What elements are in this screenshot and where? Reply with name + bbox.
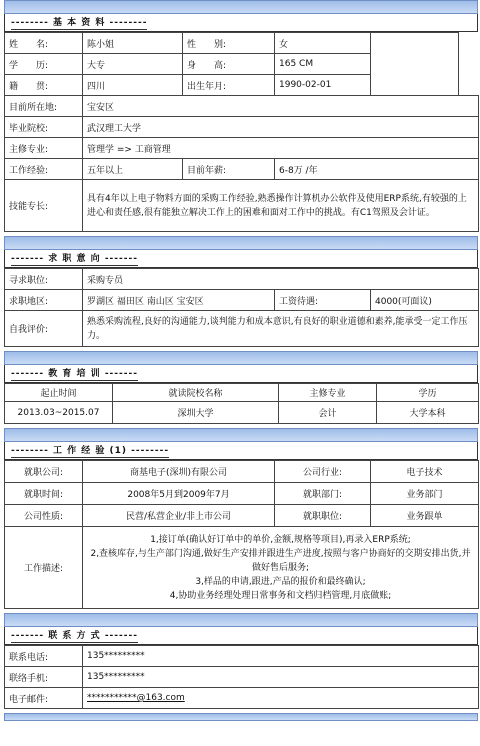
- major-value: 管理学 => 工商管理: [83, 138, 479, 159]
- work-value: 五年以上: [83, 159, 183, 180]
- industry-label: 公司行业:: [275, 461, 371, 483]
- origin-label: 籍 贯:: [5, 75, 83, 96]
- photo-spacer: [459, 33, 479, 96]
- job-value: 采购专员: [83, 269, 479, 290]
- dept-label: 就职部门:: [275, 483, 371, 505]
- industry-value: 电子技术: [371, 461, 479, 483]
- section-band: [4, 0, 478, 14]
- birth-label: 出生年月:: [183, 75, 275, 96]
- company-label: 就职公司:: [5, 461, 83, 483]
- section-band: [4, 428, 478, 442]
- experience-title-text: -------- 工 作 经 验 (1) --------: [11, 443, 169, 458]
- education-section-title: [4, 365, 478, 383]
- nature-value: 民营/私营企业/非上市公司: [83, 505, 275, 527]
- email-label: 电子邮件:: [5, 688, 83, 709]
- position-label: 就职职位:: [275, 505, 371, 527]
- work-label: 工作经验:: [5, 159, 83, 180]
- skill-value: 具有4年以上电子物料方面的采购工作经验,熟悉操作计算机办公软件及使用ERP系统,有较强的上进心和责任感,很有能独立解决工作上的困难和面对工作中的挑战。有C1驾照及会计证。: [83, 180, 479, 232]
- gender-label: 性 别:: [183, 33, 275, 54]
- edu-school: 深圳大学: [113, 402, 279, 424]
- section-band: [4, 613, 478, 627]
- experience-table: [4, 460, 479, 609]
- edu-header-degree: 学历: [377, 384, 479, 402]
- basic-title-text: -------- 基 本 资 料 --------: [11, 15, 147, 30]
- salary-label: 目前年薪:: [183, 159, 275, 180]
- section-band: [4, 351, 478, 365]
- intent-section-title: [4, 250, 478, 268]
- desc-line: 3,样品的申请,跟进,产品的报价和最终确认;: [195, 576, 366, 587]
- contact-title-text: ------- 联 系 方 式 -------: [11, 628, 138, 643]
- school-value: 武汉理工大学: [83, 117, 479, 138]
- self-value: 熟悉采购流程,良好的沟通能力,谈判能力和成本意识,有良好的职业道德和素养,能承受一定工作压力。: [83, 311, 479, 347]
- name-label: 姓 名:: [5, 33, 83, 54]
- height-label: 身 高:: [183, 54, 275, 75]
- gender-value: 女: [275, 33, 371, 54]
- area-label: 求职地区:: [5, 290, 83, 311]
- edu-value: 大专: [83, 54, 183, 75]
- edu-label: 学 历:: [5, 54, 83, 75]
- nature-label: 公司性质:: [5, 505, 83, 527]
- pay-label: 工资待遇:: [275, 290, 371, 311]
- basic-section-title: [4, 14, 478, 32]
- self-label: 自我评价:: [5, 311, 83, 347]
- mobile-label: 联络手机:: [5, 667, 83, 688]
- desc-value: [83, 527, 479, 609]
- desc-label: 工作描述:: [5, 527, 83, 609]
- desc-line: 2,查核库存,与生产部门沟通,做好生产安排并跟进生产进度,按照与客户协商好的交期安排出货,并做好售后服务;: [90, 548, 471, 573]
- intent-table: [4, 268, 479, 347]
- photo-box: [371, 33, 459, 96]
- edu-header-school: 就读院校名称: [113, 384, 279, 402]
- dept-value: 业务部门: [371, 483, 479, 505]
- salary-value: 6-8万 /年: [275, 159, 479, 180]
- name-value: 陈小姐: [83, 33, 183, 54]
- origin-value: 四川: [83, 75, 183, 96]
- mobile-value: 135*********: [83, 667, 479, 688]
- education-title-text: ------- 教 育 培 训 -------: [11, 366, 138, 381]
- edu-major: 会计: [279, 402, 377, 424]
- area-value: 罗湖区 福田区 南山区 宝安区: [83, 290, 275, 311]
- phone-value: 135*********: [83, 646, 479, 667]
- height-value: 165 CM: [275, 54, 371, 75]
- edu-period: 2013.03~2015.07: [5, 402, 113, 424]
- position-value: 业务跟单: [371, 505, 479, 527]
- intent-title-text: ------- 求 职 意 向 -------: [11, 251, 138, 266]
- school-label: 毕业院校:: [5, 117, 83, 138]
- section-band: [4, 236, 478, 250]
- phone-label: 联系电话:: [5, 646, 83, 667]
- table-row: [5, 402, 479, 424]
- period-value: 2008年5月到2009年7月: [83, 483, 275, 505]
- section-band: [4, 713, 478, 721]
- desc-line: 4,协助业务经理处理日常事务和文档归档管理,月底做账;: [169, 590, 392, 601]
- company-value: 商基电子(深圳)有限公司: [83, 461, 275, 483]
- pay-value: 4000(可面议): [371, 290, 479, 311]
- job-label: 寻求职位:: [5, 269, 83, 290]
- birth-value: 1990-02-01: [275, 75, 371, 96]
- experience-section-title: [4, 442, 478, 460]
- basic-info-table: [4, 32, 479, 232]
- desc-line: 1,接订单(确认好订单中的单价,金额,规格等项目),再录入ERP系统;: [150, 534, 411, 545]
- email-value[interactable]: [83, 688, 479, 709]
- education-table: [4, 383, 479, 424]
- location-label: 目前所在地:: [5, 96, 83, 117]
- edu-degree: 大学本科: [377, 402, 479, 424]
- major-label: 主修专业:: [5, 138, 83, 159]
- contact-section-title: [4, 627, 478, 645]
- edu-header-major: 主修专业: [279, 384, 377, 402]
- location-value: 宝安区: [83, 96, 479, 117]
- period-label: 就职时间:: [5, 483, 83, 505]
- skill-label: 技能专长:: [5, 180, 83, 232]
- email-link[interactable]: ***********@163.com: [87, 693, 185, 703]
- contact-table: [4, 645, 479, 709]
- edu-header-period: 起止时间: [5, 384, 113, 402]
- resume-sheet: [4, 0, 478, 721]
